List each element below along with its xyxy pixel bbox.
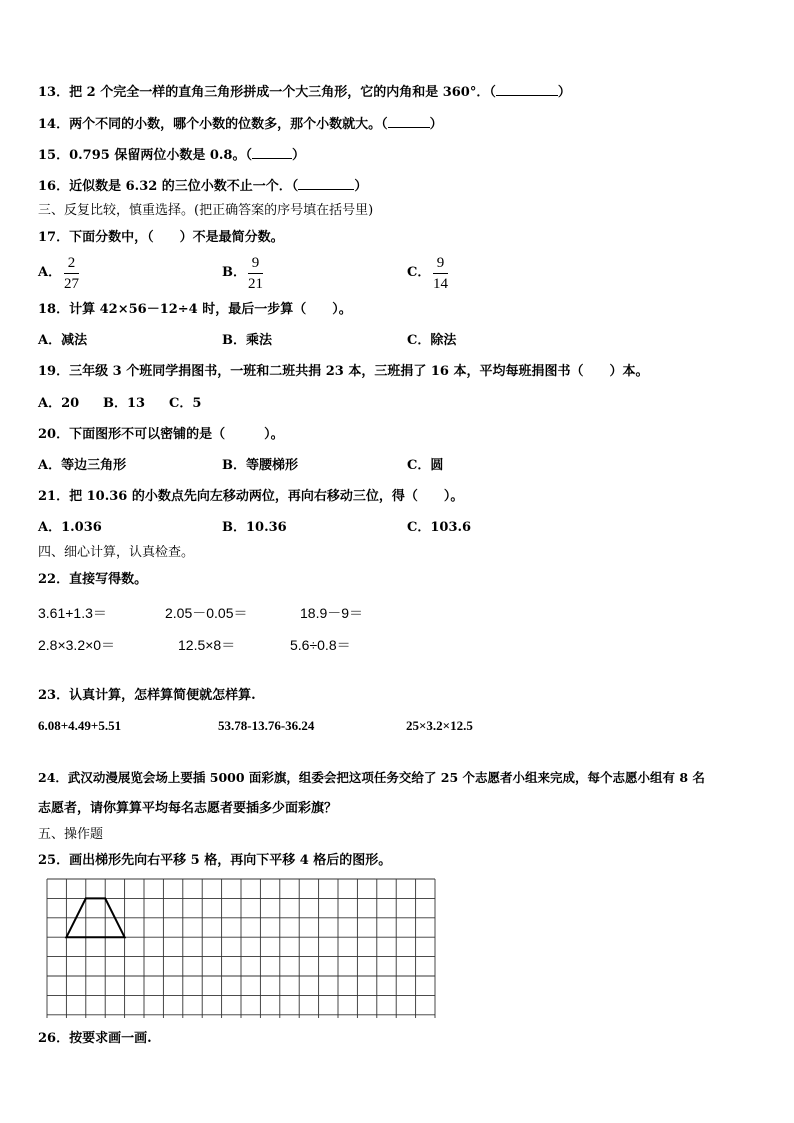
q18-option-a[interactable]: A．减法 bbox=[38, 333, 88, 348]
question-24-line-1: 24．武汉动漫展览会场上要插 5000 面彩旗，组委会把这项任务交给了 25 个志愿者小组来完成，每个志愿小组有 8 名 bbox=[38, 770, 705, 785]
square-grid[interactable] bbox=[46, 878, 436, 1018]
question-14-close: ） bbox=[429, 117, 443, 132]
fraction-bar bbox=[433, 273, 448, 274]
q20-option-a[interactable]: A．等边三角形 bbox=[38, 458, 127, 473]
answer-blank-16[interactable] bbox=[298, 177, 354, 190]
q17-option-a-denominator: 27 bbox=[64, 276, 79, 292]
question-26: 26．按要求画一画. bbox=[38, 1031, 152, 1046]
section-3-heading: 三、反复比较，慎重选择。(把正确答案的序号填在括号里) bbox=[38, 203, 374, 218]
q22-item-3: 18.9－9＝ bbox=[300, 605, 364, 621]
q23-item-1: 6.08+4.49+5.51 bbox=[38, 718, 122, 733]
question-22: 22．直接写得数。 bbox=[38, 572, 148, 587]
q17-option-b-fraction bbox=[248, 255, 263, 292]
q21-option-b[interactable]: B．10.36 bbox=[222, 520, 287, 535]
question-15 bbox=[38, 146, 305, 164]
question-16 bbox=[38, 177, 367, 195]
q17-option-b-numerator: 9 bbox=[251, 255, 260, 271]
section-5-heading: 五、操作题 bbox=[38, 827, 104, 842]
question-15-close: ） bbox=[291, 148, 305, 163]
q22-item-4: 2.8×3.2×0＝ bbox=[38, 637, 116, 653]
question-25: 25．画出梯形先向右平移 5 格，再向下平移 4 格后的图形。 bbox=[38, 853, 392, 868]
q17-option-a-numerator: 2 bbox=[67, 255, 76, 271]
question-20: 20．下面图形不可以密铺的是（ ）。 bbox=[38, 427, 284, 442]
q23-item-2: 53.78-13.76-36.24 bbox=[218, 718, 315, 733]
q22-item-6: 5.6÷0.8＝ bbox=[290, 637, 351, 653]
q20-option-c[interactable]: C．圆 bbox=[407, 458, 444, 473]
question-13-close: ） bbox=[557, 85, 571, 100]
q23-item-3: 25×3.2×12.5 bbox=[406, 718, 473, 733]
q17-option-b-denominator: 21 bbox=[248, 276, 263, 292]
q18-option-c[interactable]: C．除法 bbox=[407, 333, 457, 348]
question-15-text: 15．0.795 保留两位小数是 0.8。（ bbox=[38, 148, 252, 163]
question-16-text: 16．近似数是 6.32 的三位小数不止一个．（ bbox=[38, 179, 299, 194]
q17-option-c-denominator: 14 bbox=[433, 276, 448, 292]
q22-item-2: 2.05－0.05＝ bbox=[165, 605, 248, 621]
q19-option-c[interactable]: C．5 bbox=[169, 396, 202, 411]
question-13 bbox=[38, 83, 571, 101]
fraction-bar bbox=[64, 273, 79, 274]
q17-option-b-label: B． bbox=[222, 265, 246, 280]
q21-option-c[interactable]: C．103.6 bbox=[407, 520, 472, 535]
q19-option-b[interactable]: B．13 bbox=[103, 396, 146, 411]
question-16-close: ） bbox=[354, 179, 368, 194]
answer-blank-15[interactable] bbox=[252, 146, 292, 159]
question-17: 17．下面分数中，（ ）不是最简分数。 bbox=[38, 230, 284, 245]
q22-item-1: 3.61+1.3＝ bbox=[38, 605, 107, 621]
q17-option-c-label: C． bbox=[407, 265, 431, 280]
q17-option-a-label: A． bbox=[38, 265, 62, 280]
question-18: 18．计算 42×56－12÷4 时，最后一步算（ ）。 bbox=[38, 302, 352, 317]
q19-option-a[interactable]: A．20 bbox=[38, 396, 80, 411]
question-13-text: 13．把 2 个完全一样的直角三角形拼成一个大三角形，它的内角和是 360°．（ bbox=[38, 85, 496, 100]
q17-option-c-fraction bbox=[433, 255, 448, 292]
question-19: 19．三年级 3 个班同学捐图书，一班和二班共捐 23 本，三班捐了 16 本，平均每班捐图书（ ）本。 bbox=[38, 364, 649, 379]
fraction-bar bbox=[248, 273, 263, 274]
q17-option-a-fraction bbox=[64, 255, 79, 292]
question-21: 21．把 10.36 的小数点先向左移动两位，再向右移动三位，得（ ）。 bbox=[38, 489, 464, 504]
q17-option-c-numerator: 9 bbox=[436, 255, 445, 271]
q22-item-5: 12.5×8＝ bbox=[178, 637, 236, 653]
question-14-text: 14．两个不同的小数，哪个小数的位数多，那个小数就大。（ bbox=[38, 117, 388, 132]
question-14 bbox=[38, 115, 443, 133]
q20-option-b[interactable]: B．等腰梯形 bbox=[222, 458, 298, 473]
q18-option-b[interactable]: B．乘法 bbox=[222, 333, 272, 348]
q21-option-a[interactable]: A．1.036 bbox=[38, 520, 102, 535]
section-4-heading: 四、细心计算，认真检查。 bbox=[38, 545, 195, 560]
question-24-line-2: 志愿者，请你算算平均每名志愿者要插多少面彩旗？ bbox=[38, 801, 338, 816]
answer-blank-13[interactable] bbox=[496, 83, 558, 96]
answer-blank-14[interactable] bbox=[388, 115, 430, 128]
question-23: 23．认真计算，怎样算简便就怎样算. bbox=[38, 688, 256, 703]
